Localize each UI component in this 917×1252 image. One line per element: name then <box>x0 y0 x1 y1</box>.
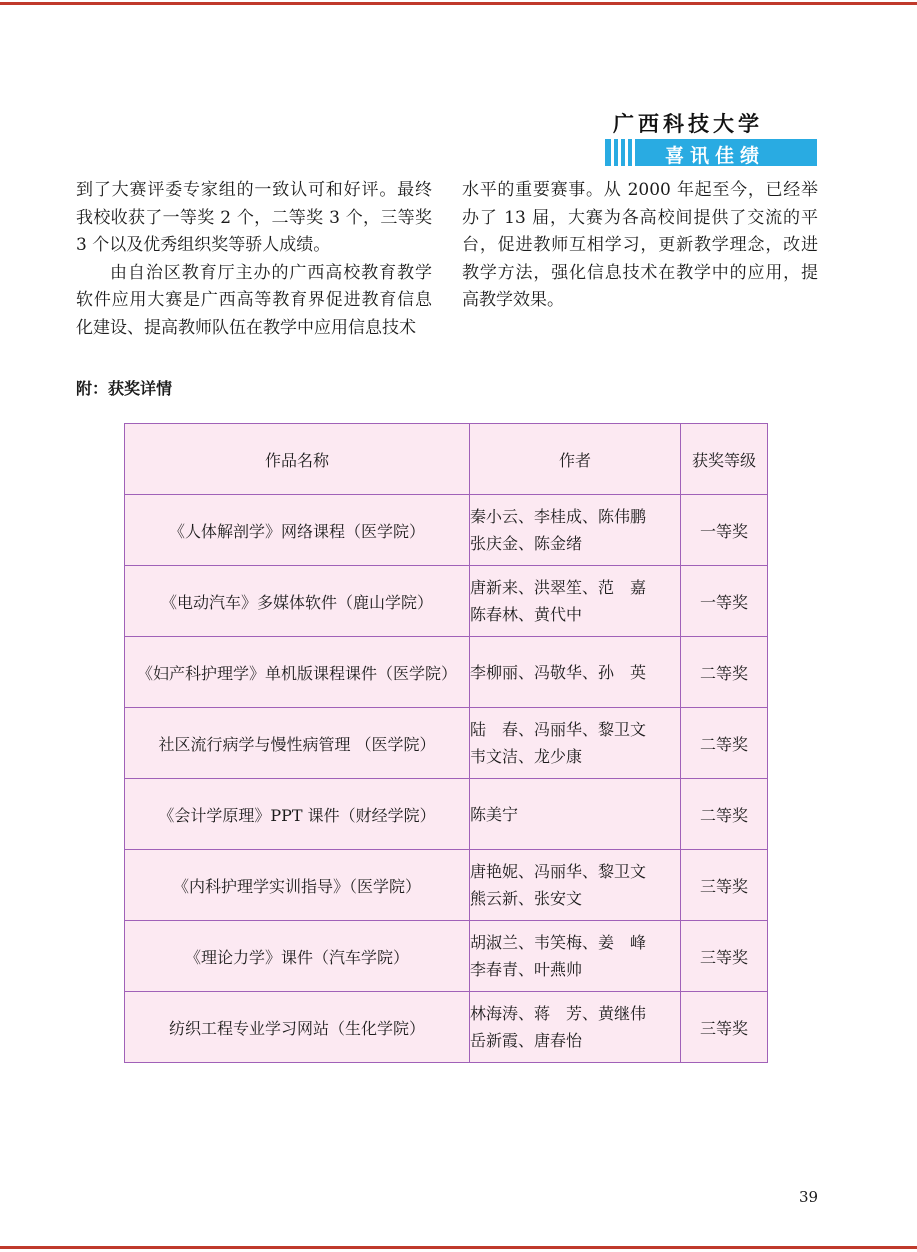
author-cell <box>470 708 681 779</box>
author-line: 陈春林、黄代中 <box>470 605 583 624</box>
author-cell <box>470 921 681 992</box>
appendix-title: 附：获奖详情 <box>76 379 173 398</box>
university-name: 广西科技大学 <box>613 112 763 136</box>
paragraph: 由自治区教育厅主办的广西高校教育教学软件应用大赛是广西高等教育界促进教育信息化建设、提高教师队伍在教学中应用信息技术 <box>76 262 432 338</box>
table-row <box>125 921 768 992</box>
work-cell: 《会计学原理》PPT 课件（财经学院） <box>125 779 470 850</box>
level-cell: 二等奖 <box>681 708 768 779</box>
work-cell: 社区流行病学与慢性病管理 （医学院） <box>125 708 470 779</box>
author-line: 熊云新、张安文 <box>470 889 583 908</box>
banner-stripe <box>611 139 614 166</box>
table-row <box>125 495 768 566</box>
level-cell: 一等奖 <box>681 566 768 637</box>
page-number: 39 <box>799 1188 819 1206</box>
table-row <box>125 708 768 779</box>
work-cell: 《妇产科护理学》单机版课程课件（医学院） <box>125 637 470 708</box>
author-cell <box>470 992 681 1063</box>
author-line: 李春青、叶燕帅 <box>470 960 583 979</box>
author-line: 岳新霞、唐春怡 <box>470 1031 583 1050</box>
table-row <box>125 850 768 921</box>
author-line: 林海涛、蒋 芳、黄继伟 <box>470 1004 647 1023</box>
section-title: 喜讯佳绩 <box>665 145 766 167</box>
body-column-left <box>76 177 432 342</box>
level-cell: 一等奖 <box>681 495 768 566</box>
bottom-rule <box>0 1246 917 1249</box>
author-cell <box>470 779 681 850</box>
table-header-row <box>125 424 768 495</box>
banner-stripe <box>618 139 621 166</box>
level-cell: 二等奖 <box>681 779 768 850</box>
column-header-author: 作者 <box>470 424 681 495</box>
table-row <box>125 992 768 1063</box>
table-row <box>125 779 768 850</box>
paragraph: 到了大赛评委专家组的一致认可和好评。最终我校收获了一等奖 2 个，二等奖 3 个，三等奖 3 个以及优秀组织奖等骄人成绩。 <box>76 180 432 255</box>
level-cell: 三等奖 <box>681 992 768 1063</box>
section-banner <box>605 139 817 166</box>
author-cell <box>470 850 681 921</box>
author-line: 张庆金、陈金绪 <box>470 534 583 553</box>
author-cell <box>470 566 681 637</box>
work-cell: 纺织工程专业学习网站（生化学院） <box>125 992 470 1063</box>
work-cell: 《理论力学》课件（汽车学院） <box>125 921 470 992</box>
body-column-right <box>462 177 818 315</box>
level-cell: 三等奖 <box>681 850 768 921</box>
level-cell: 二等奖 <box>681 637 768 708</box>
table-row <box>125 566 768 637</box>
author-line: 陈美宁 <box>470 804 519 824</box>
work-cell: 《内科护理学实训指导》（医学院） <box>125 850 470 921</box>
work-cell: 《电动汽车》多媒体软件（鹿山学院） <box>125 566 470 637</box>
top-rule <box>0 2 917 5</box>
paragraph: 水平的重要赛事。从 2000 年起至今，已经举办了 13 届，大赛为各高校间提供了交流的平台，促进教师互相学习，更新教学理念，改进教学方法，强化信息技术在教学中的应用，提高教学效果。 <box>462 180 818 310</box>
banner-stripe <box>625 139 628 166</box>
author-line: 唐新来、洪翠笙、范 嘉 <box>470 578 647 597</box>
work-cell: 《人体解剖学》网络课程（医学院） <box>125 495 470 566</box>
author-line: 韦文洁、龙少康 <box>470 747 583 766</box>
column-header-level: 获奖等级 <box>681 424 768 495</box>
author-cell <box>470 637 681 708</box>
author-cell <box>470 495 681 566</box>
author-line: 李柳丽、冯敬华、孙 英 <box>470 662 647 682</box>
author-line: 秦小云、李桂成、陈伟鹏 <box>470 507 647 526</box>
awards-table <box>124 423 768 1063</box>
column-header-work: 作品名称 <box>125 424 470 495</box>
banner-stripe <box>632 139 635 166</box>
author-line: 陆 春、冯丽华、黎卫文 <box>470 720 647 739</box>
level-cell: 三等奖 <box>681 921 768 992</box>
author-line: 胡淑兰、韦笑梅、姜 峰 <box>470 933 647 952</box>
author-line: 唐艳妮、冯丽华、黎卫文 <box>470 862 647 881</box>
table-row <box>125 637 768 708</box>
